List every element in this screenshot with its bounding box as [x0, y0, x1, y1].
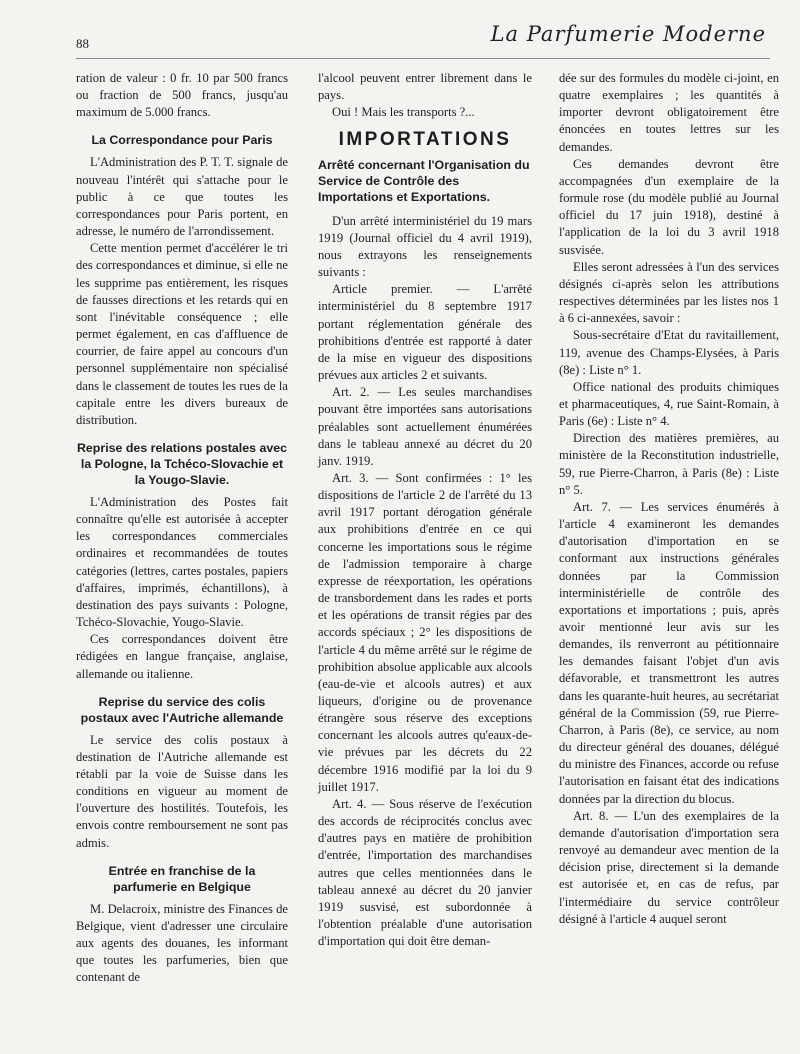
paragraph: l'alcool peuvent entrer librement dans le pays. [318, 71, 532, 103]
paragraph: Cette mention permet d'accélérer le tri des correspondances et diminue, si elle ne les supprime pas entièrement, les risques de fausses directions et les retards qui en sont l'inévitable conséquence ; elle permet également, en cas d'affluence de courrier, de faire appel au concours d'un personnel supplémentaire non spécialisé dans le classement de toutes les rues de la capitale entre les divers bureaux de distribution. [76, 241, 288, 427]
paragraph: Le service des colis postaux à destination de l'Autriche allemande est rétabli par la voie de Suisse dans les conditions en vigueur au moment de l'ouverture des hostilités. Toutefois, les envois contre remboursement ne sont pas admis. [76, 732, 288, 850]
column-left [76, 70, 288, 987]
paragraph: Direction des matières premières, au ministère de la Reconstitution industrielle, 59, rue Pierre-Charron, à Paris (8e) : Liste n° 5. [559, 431, 779, 497]
heading-colis-postaux: Reprise du service des colis postaux avec l'Autriche allemande [80, 694, 284, 725]
paragraph: ration de valeur : 0 fr. 10 par 500 francs ou fraction de 500 francs, jusqu'au maximum de 5.000 francs. [76, 71, 288, 120]
paragraph: L'Administration des Postes fait connaître qu'elle est autorisée à accepter les correspondances commerciales ordinaires et recommandées de toutes catégories (lettres, cartes postales, papiers d'affaires, imprimés, échantillons), à destination des pays suivants : Pologne, Tchéco-Slovachie, Yougo-Slavie. [76, 494, 288, 630]
header-rule [76, 58, 770, 59]
paragraph: Art. 4. — Sous réserve de l'exécution des accords de réciprocités conclus avec d'autres pays en matière de prohibition d'entrée, l'importation des marchandises autres que celles mentionnées dans le tableau annexé au décret du 20 janvier 1919 susvisé, est subordonnée à l'obtention préalable d'une autorisation d'importation qui doit être deman- [318, 796, 532, 949]
paragraph: Oui ! Mais les transports ?... [332, 105, 475, 120]
paragraph: Ces demandes devront être accompagnées d'un exemplaire de la formule rose (du modèle publié au Journal officiel du 17 juin 1918), destiné à l'application de la loi du 3 avril 1918 susvisée. [559, 156, 779, 257]
column-middle [318, 70, 532, 950]
paragraph: Art. 7. — Les services énumérés à l'article 4 examineront les demandes d'autorisation d'importation en se conformant aux instructions générales données par la Commission interministérielle de contrôle des exportations et importations ; puis, après avoir mentionné leur avis sur les demandes, ils renverront au pétitionnaire les demandes faisant l'objet d'un avis défavorable, et transmettront les autres dans les quarante-huit heures, au secrétariat général de la Commission (59, rue Pierre-Charron, à Paris (8e), ce service, au nom du directeur général des douanes, délégué du ministre des Finances, accorde ou refuse l'autorisation en faisant état des indications données par la direction du blocus. [559, 499, 779, 806]
page-number: 88 [76, 36, 89, 51]
column-right [559, 70, 779, 928]
paragraph: Sous-secrétaire d'Etat du ravitaillement, 119, avenue des Champs-Elysées, à Paris (8e) : Liste n° 1. [559, 328, 779, 377]
paragraph: Art. 3. — Sont confirmées : 1° les dispositions de l'article 2 de l'arrêté du 13 avril 1917 portant dérogation générale aux prohibitions d'entrée en ce qui concerne les importations sous le régime de l'admission temporaire à charge expresse de réexportation, les opérations de transbordement dans les rades et ports et les opérations de transit régies par des accords spéciaux ; 2° les dispositions de l'article 4 du même arrêté sur le régime de prohibition absolue applicable aux alcools (eau-de-vie et alcools autres) et aux liqueurs, d'origine ou de provenance étrangère sous réserve des exceptions concernant les alcools autres qu'eaux-de-vie prévues par les décrets du 22 décembre 1916 modifié par la loi du 9 juillet 1917. [318, 470, 532, 794]
paragraph: dée sur des formules du modèle ci-joint, en quatre exemplaires ; les quantités à importer devront obligatoirement être énoncées en toutes lettres sur les demandes. [559, 71, 779, 154]
paragraph: Elles seront adressées à l'un des services désignés ci-après selon les attributions respectives déterminées par les listes nos 1 à 6 ci-annexées, savoir : [559, 259, 779, 326]
heading-reprise-relations: Reprise des relations postales avec la Pologne, la Tchéco-Slovachie et la Yougo-Slavie. [76, 440, 288, 487]
paragraph: M. Delacroix, ministre des Finances de Belgique, vient d'adresser une circulaire aux agents des douanes, les informant que toutes les parfumeries, bien que contenant de [76, 901, 288, 985]
section-title-importations: IMPORTATIONS [338, 129, 512, 151]
heading-arrete: Arrêté concernant l'Organisation du Service de Contrôle des Importations et Exportations. [318, 157, 530, 204]
paragraph: Art. 2. — Les seules marchandises pouvant être importées sans autorisations préalables sont actuellement énumérées dans le tableau annexé au décret du 20 janv. 1919. [318, 385, 532, 468]
running-title: La Parfumerie Moderne [490, 22, 766, 46]
paragraph: D'un arrêté interministériel du 19 mars 1919 (Journal officiel du 4 avril 1919), nous extrayons les renseignements suivants : [318, 213, 532, 280]
heading-correspondance: La Correspondance pour Paris [91, 133, 273, 148]
heading-franchise: Entrée en franchise de la parfumerie en Belgique [108, 863, 256, 894]
paragraph: L'Administration des P. T. T. signale de nouveau l'intérêt qui s'attache pour le public à ce que toutes les correspondances pour Paris portent, en adresse, le numéro de l'arrondissement. [76, 155, 288, 239]
paragraph: Ces correspondances doivent être rédigées en langue française, anglaise, allemande ou italienne. [76, 632, 288, 681]
paragraph: Office national des produits chimiques et pharmaceutiques, 4, rue Saint-Romain, à Paris (6e) : Liste n° 4. [559, 379, 779, 429]
paragraph: Art. 8. — L'un des exemplaires de la demande d'autorisation d'importation sera renvoyé au demandeur avec mention de la décision prise, directement si la demande est autorisée et, en cas de refus, par l'intermédiaire du service contrôleur désigné à l'article 4 auquel seront [559, 808, 779, 926]
paragraph: Article premier. — L'arrêté interministériel du 8 septembre 1917 portant réglementation générale des prohibitions d'entrée est rapporté à dater de la mise en vigueur des dispositions prévues aux articles 2 et suivants. [318, 282, 532, 383]
